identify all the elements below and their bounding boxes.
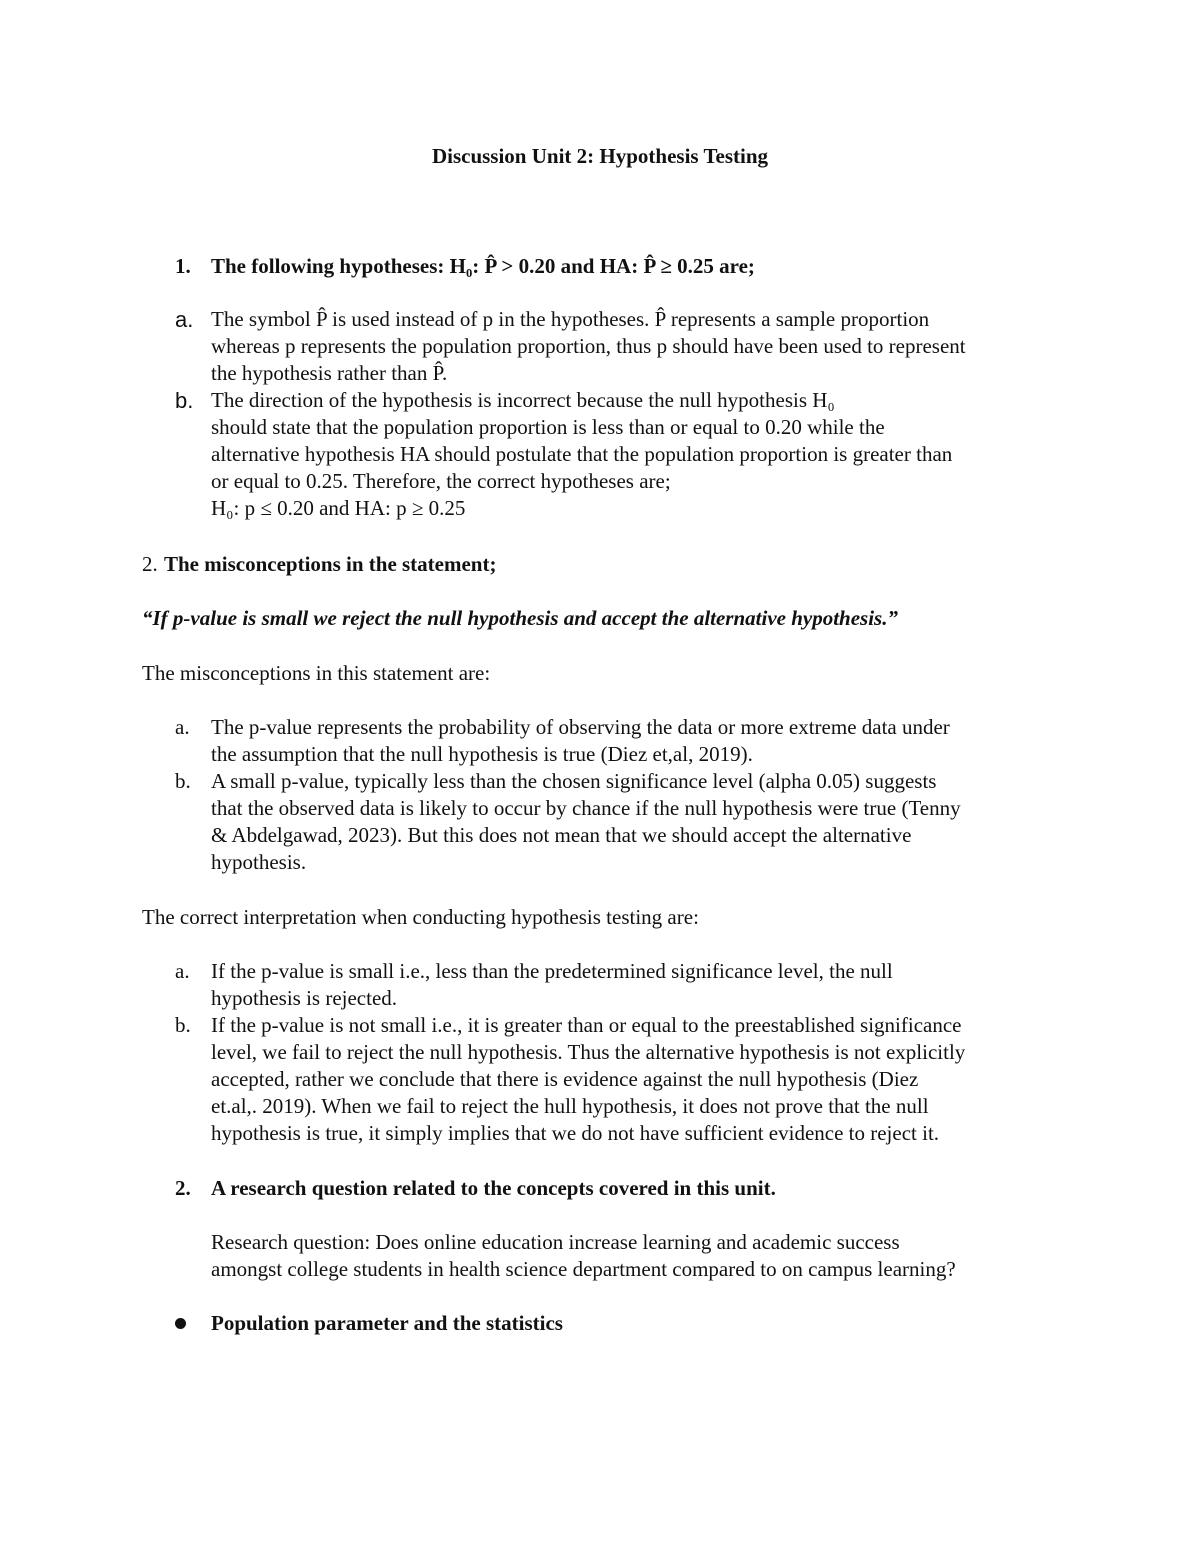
q2-correct-intro: The correct interpretation when conducting hypothesis testing are: <box>142 905 699 929</box>
q2-correct-b-line: et.al,. 2019). When we fail to reject the hull hypothesis, it does not prove that the null <box>211 1094 929 1118</box>
q2-correct-a-line: If the p-value is small i.e., less than the predetermined significance level, the null <box>211 959 893 983</box>
q1-b-marker: b. <box>175 388 194 413</box>
q2-correct-b-line: hypothesis is true, it simply implies that we do not have sufficient evidence to reject it. <box>211 1121 940 1145</box>
q2-a-line: The p-value represents the probability of observing the data or more extreme data under <box>211 715 950 739</box>
q2-correct-b-line: level, we fail to reject the null hypothesis. Thus the alternative hypothesis is not explicitly <box>211 1040 966 1064</box>
q2-intro: The misconceptions in this statement are: <box>142 661 491 685</box>
bullet-heading: Population parameter and the statistics <box>211 1311 563 1335</box>
q2-correct-b-marker: b. <box>175 1013 191 1037</box>
q2-b-marker: b. <box>175 769 191 793</box>
q1-b-line: The direction of the hypothesis is incorrect because the null hypothesis H₀ <box>211 388 835 412</box>
q2-number: 2. <box>142 552 158 576</box>
document-title: Discussion Unit 2: Hypothesis Testing <box>431 144 769 168</box>
q2-correct-a-line: hypothesis is rejected. <box>211 986 398 1010</box>
q2-b-line: & Abdelgawad, 2023). But this does not mean that we should accept the alternative <box>211 823 912 847</box>
q2-correct-b-line: accepted, rather we conclude that there is evidence against the null hypothesis (Diez <box>211 1067 919 1091</box>
q1-b-line: or equal to 0.25. Therefore, the correct hypotheses are; <box>211 469 671 493</box>
q2-b-line: that the observed data is likely to occur by chance if the null hypothesis were true (Tenny <box>211 796 961 820</box>
bullet-icon <box>175 1318 186 1329</box>
q2-b-line: A small p-value, typically less than the chosen significance level (alpha 0.05) suggests <box>211 769 937 793</box>
q1-b-line: alternative hypothesis HA should postulate that the population proportion is greater than <box>211 442 953 466</box>
q2-quote: “If p-value is small we reject the null hypothesis and accept the alternative hypothesis.” <box>142 606 898 630</box>
research-question-line: amongst college students in health science department compared to on campus learning? <box>211 1257 956 1281</box>
q2-correct-a-marker: a. <box>175 959 190 983</box>
q1-a-line: the hypothesis rather than P̂. <box>211 361 448 385</box>
q1-b-line: should state that the population proportion is less than or equal to 0.20 while the <box>211 415 885 439</box>
q1-number: 1. <box>175 254 191 278</box>
research-question-line: Research question: Does online education increase learning and academic success <box>211 1230 900 1254</box>
q1-a-line: The symbol P̂ is used instead of p in the hypotheses. P̂ represents a sample proportion <box>211 307 930 331</box>
q3-heading: A research question related to the concepts covered in this unit. <box>211 1176 776 1200</box>
q1-a-line: whereas p represents the population proportion, thus p should have been used to represent <box>211 334 966 358</box>
q2-b-line: hypothesis. <box>211 850 307 874</box>
q2-correct-b-line: If the p-value is not small i.e., it is greater than or equal to the preestablished significance <box>211 1013 962 1037</box>
q1-heading: The following hypotheses: H₀: P̂ > 0.20 and HA: P̂ ≥ 0.25 are; <box>211 254 755 278</box>
q2-a-line: the assumption that the null hypothesis is true (Diez et,al, 2019). <box>211 742 753 766</box>
q1-a-marker: a. <box>175 307 194 332</box>
q2-a-marker: a. <box>175 715 190 739</box>
q3-number: 2. <box>175 1176 191 1200</box>
q1-b-line: H₀: p ≤ 0.20 and HA: p ≥ 0.25 <box>211 496 466 520</box>
q2-heading: The misconceptions in the statement; <box>164 552 497 576</box>
